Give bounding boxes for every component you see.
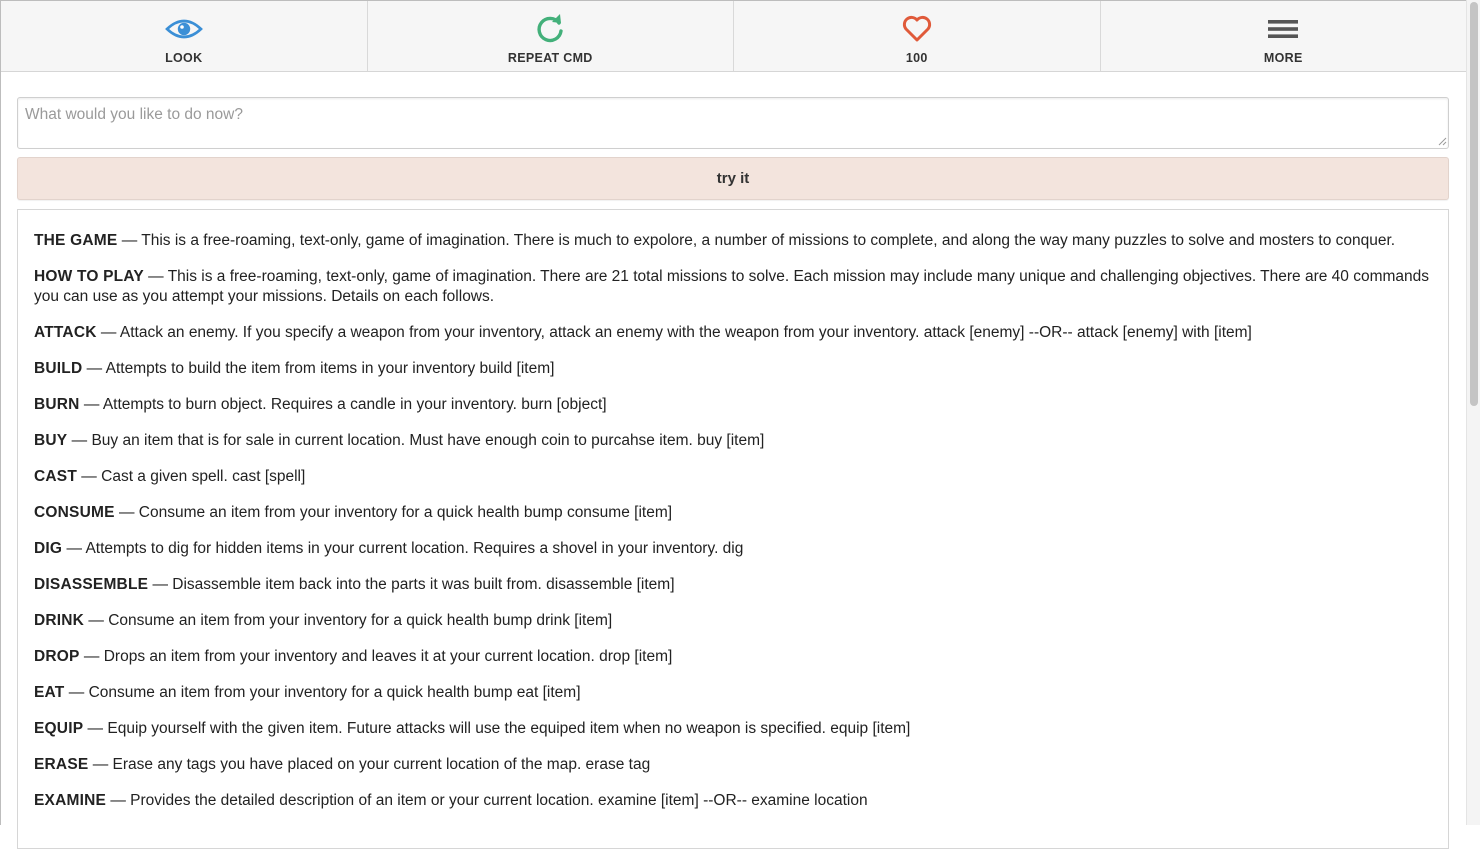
- help-entry-text: Consume an item from your inventory for a quick health bump eat [item]: [88, 684, 581, 701]
- help-entry-separator: —: [83, 720, 108, 737]
- help-entry-text: Disassemble item back into the parts it was built from. disassemble [item]: [172, 576, 675, 593]
- help-entry-separator: —: [96, 324, 120, 341]
- help-entry-text: Erase any tags you have placed on your current location of the map. erase tag: [112, 756, 651, 773]
- help-entry-separator: —: [77, 468, 102, 485]
- help-entry-text: Buy an item that is for sale in current location. Must have enough coin to purcahse item. buy [item]: [91, 432, 765, 449]
- help-entry: [34, 267, 1432, 307]
- repeat-cmd-label: REPEAT CMD: [507, 51, 593, 65]
- help-entry-separator: —: [148, 576, 173, 593]
- look-button[interactable]: [1, 1, 368, 71]
- help-entry-term: THE GAME: [34, 232, 118, 249]
- help-entry: [34, 575, 1432, 595]
- help-entry-separator: —: [88, 756, 113, 773]
- top-nav: [1, 1, 1466, 72]
- help-entry: [34, 431, 1432, 451]
- help-entry: [34, 683, 1432, 703]
- help-entry: [34, 323, 1432, 343]
- help-entry-text: This is a free-roaming, text-only, game of imagination. There is much to expolore, a number of missions to complete, and along the way many puzzles to solve and mosters to conquer.: [141, 232, 1396, 249]
- help-entry-separator: —: [67, 432, 92, 449]
- help-entry-text: Equip yourself with the given item. Future attacks will use the equiped item when no weapon is specified. equip [item]: [107, 720, 911, 737]
- command-input[interactable]: [17, 97, 1449, 149]
- health-indicator[interactable]: [734, 1, 1101, 71]
- help-entry-separator: —: [82, 360, 106, 377]
- help-entry-term: HOW TO PLAY: [34, 268, 144, 285]
- help-entry-text: Attack an enemy. If you specify a weapon from your inventory, attack an enemy with the weapon from your inventory. attack [enemy] --OR-- attack [enemy] with [item]: [119, 324, 1252, 341]
- help-entry-text: Cast a given spell. cast [spell]: [101, 468, 306, 485]
- help-entry-text: Attempts to dig for hidden items in your current location. Requires a shovel in your inventory. dig: [85, 540, 744, 557]
- help-entry-separator: —: [79, 396, 103, 413]
- help-entry-separator: —: [79, 648, 104, 665]
- help-entry-separator: —: [64, 684, 89, 701]
- help-entries: [34, 231, 1432, 811]
- help-entry-term: BUY: [34, 432, 68, 449]
- help-entry-term: EAT: [34, 684, 65, 701]
- help-entry-term: DROP: [34, 648, 80, 665]
- more-label: MORE: [1263, 51, 1303, 65]
- page-scrollbar[interactable]: [1466, 0, 1480, 825]
- help-panel: [17, 209, 1449, 849]
- help-entry-text: Drops an item from your inventory and leaves it at your current location. drop [item]: [103, 648, 673, 665]
- heart-icon: [897, 13, 937, 45]
- help-entry-separator: —: [117, 232, 142, 249]
- help-entry-text: Attempts to burn object. Requires a candle in your inventory. burn [object]: [102, 396, 607, 413]
- refresh-icon: [530, 13, 570, 45]
- help-entry: [34, 755, 1432, 775]
- help-entry: [34, 611, 1432, 631]
- help-entry: [34, 467, 1432, 487]
- help-entry-term: CONSUME: [34, 504, 115, 521]
- help-entry: [34, 503, 1432, 523]
- health-value: 100: [905, 51, 928, 65]
- help-entry-term: BUILD: [34, 360, 83, 377]
- menu-icon: [1263, 13, 1303, 45]
- repeat-cmd-button[interactable]: [368, 1, 735, 71]
- look-label: LOOK: [165, 51, 203, 65]
- help-entry-term: DRINK: [34, 612, 85, 629]
- help-entry: [34, 719, 1432, 739]
- help-entry-term: DISASSEMBLE: [34, 576, 149, 593]
- help-entry: [34, 231, 1432, 251]
- help-entry-text: This is a free-roaming, text-only, game of imagination. There are 21 total missions to solve. Each mission may include many unique and challenging objectives. There are 40 commands you can use as you attempt your missions. Details on each follows.: [34, 268, 1430, 305]
- help-entry-separator: —: [114, 504, 139, 521]
- help-entry: [34, 647, 1432, 667]
- help-entry: [34, 359, 1432, 379]
- help-entry-term: EXAMINE: [34, 792, 107, 809]
- help-entry-term: CAST: [34, 468, 77, 485]
- help-entry-separator: —: [84, 612, 109, 629]
- help-entry-text: Provides the detailed description of an item or your current location. examine [item] --OR-- examine location: [130, 792, 868, 809]
- help-entry-text: Consume an item from your inventory for a quick health bump drink [item]: [108, 612, 613, 629]
- help-entry-term: ERASE: [34, 756, 89, 773]
- help-entry-text: Attempts to build the item from items in your inventory build [item]: [105, 360, 555, 377]
- help-entry-term: BURN: [34, 396, 80, 413]
- help-entry: [34, 791, 1432, 811]
- help-entry: [34, 539, 1432, 559]
- more-button[interactable]: [1101, 1, 1467, 71]
- scrollbar-thumb[interactable]: [1470, 2, 1478, 406]
- eye-icon: [164, 13, 204, 45]
- help-entry-separator: —: [106, 792, 131, 809]
- try-it-button[interactable]: try it: [17, 157, 1449, 200]
- help-entry: [34, 395, 1432, 415]
- help-entry-text: Consume an item from your inventory for a quick health bump consume [item]: [138, 504, 673, 521]
- help-entry-term: DIG: [34, 540, 63, 557]
- help-entry-separator: —: [62, 540, 86, 557]
- help-entry-term: ATTACK: [34, 324, 97, 341]
- help-entry-term: EQUIP: [34, 720, 84, 737]
- help-entry-separator: —: [143, 268, 168, 285]
